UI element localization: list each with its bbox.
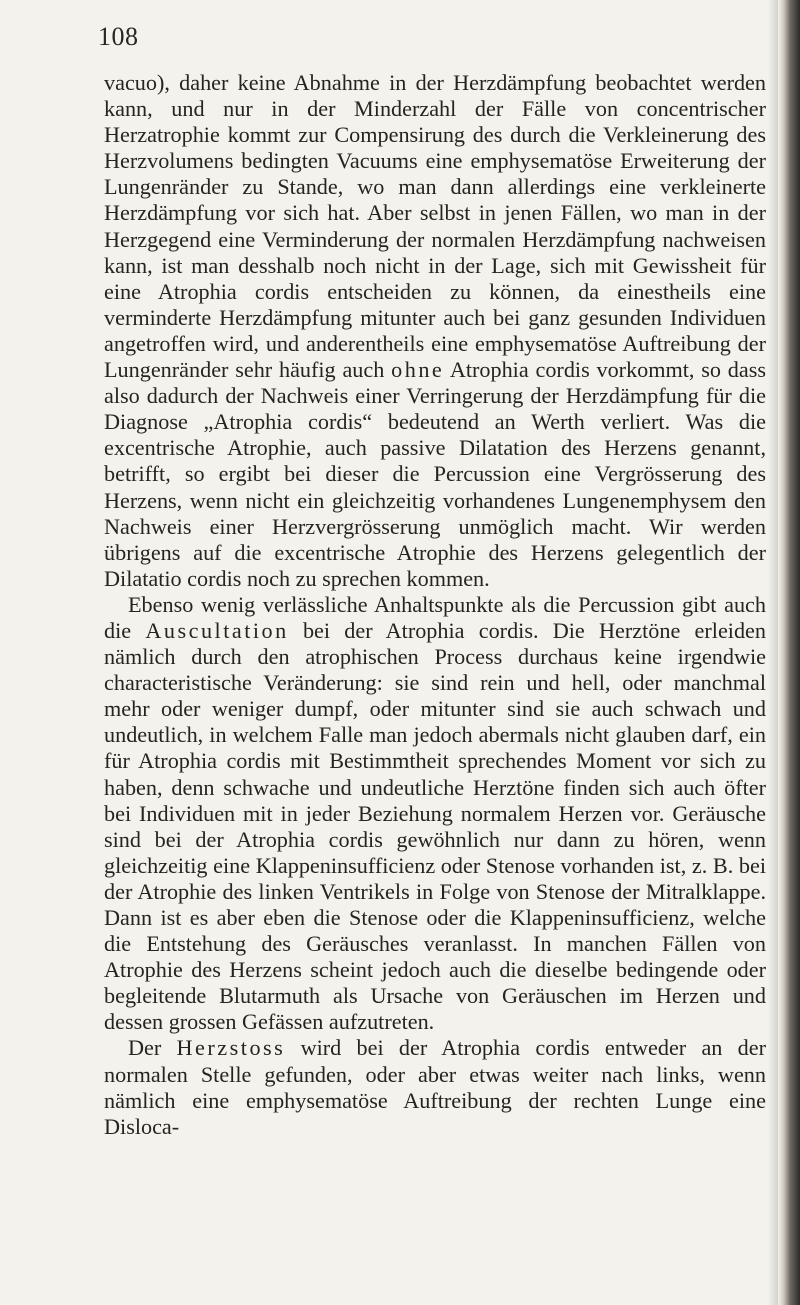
text-run: wird bei der Atrophia cordis entweder an der normalen Stelle gefunden, oder aber etwas weiter nach links, wenn nämlich eine emphysematöse Auftreibung der rechten Lunge eine Disloca- <box>104 1035 766 1139</box>
emphasized-term: Auscultation <box>145 617 289 643</box>
page-number: 108 <box>98 22 139 51</box>
text-run: Der <box>128 1035 177 1061</box>
text-run: vacuo), daher keine Abnahme in der Herzdämpfung beobachtet werden kann, und nur in der Minderzahl der Fälle von concentrischer Herzatrophie kommt zur Compensirung des durch die Verkleinerung des Herzvolumens bedingten Vacuums eine emphysematöse Erweiterung der Lungenränder zu Stande, wo man dann allerdings eine verkleinerte Herzdämpfung vor sich hat. Aber selbst in jenen Fällen, wo man in der Herzgegend eine Verminderung der normalen Herzdämpfung nachweisen kann, ist man desshalb noch nicht in der Lage, sich mit Gewissheit für eine Atrophia cordis entscheiden zu können, da einestheils eine verminderte Herzdämpfung mitunter auch bei ganz gesunden Individuen angetroffen wird, und anderentheils eine emphysematöse Auftreibung der Lungenränder sehr häufig auch <box>104 70 766 383</box>
paragraph <box>104 592 766 1036</box>
text-run: bei der Atrophia cordis. Die Herztöne erleiden nämlich durch den atrophischen Process durchaus keine irgendwie characteristische Veränderung: sie sind rein und hell, oder manchmal mehr oder weniger dumpf, oder mitunter sind sie auch schwach und undeutlich, in welchem Falle man jedoch abermals nicht glauben darf, ein für Atrophia cordis mit Bestimmtheit sprechendes Moment vor sich zu haben, denn schwache und undeutliche Herztöne finden sich auch öfter bei Individuen mit in jeder Beziehung normalem Herzen vor. Geräusche sind bei der Atrophia cordis gewöhnlich nur dann zu hören, wenn gleichzeitig eine Klappeninsufficienz oder Stenose vorhanden ist, z. B. bei der Atrophie des linken Ventrikels in Folge von Stenose der Mitralklappe. Dann ist es aber eben die Stenose oder die Klappeninsufficienz, welche die Entstehung des Geräusches veranlasst. In manchen Fällen von Atrophie des Herzens scheint jedoch auch die dieselbe bedingende oder begleitende Blutarmuth als Ursache von Geräuschen im Herzen und dessen grossen Gefässen aufzutreten. <box>104 617 766 1035</box>
paragraph <box>104 70 766 592</box>
book-spine-shadow <box>778 0 800 1305</box>
text-run: Atrophia cordis vorkommt, so dass also dadurch der Nachweis einer Verringerung der Herzdämpfung für die Diagnose „Atrophia cordis“ bedeutend an Werth verliert. Was die excentrische Atrophie, auch passive Dilatation des Herzens genannt, betrifft, so ergibt bei dieser die Percussion eine Vergrösserung des Herzens, wenn nicht ein gleichzeitig vorhandenes Lungenemphysem den Nachweis einer Herzvergrösserung unmöglich macht. Wir werden übrigens auf die excentrische Atrophie des Herzens gelegentlich der Dilatatio cordis noch zu sprechen kommen. <box>104 357 766 591</box>
text-run: Ebenso wenig verlässliche Anhaltspunkte als die Percussion gibt auch die <box>104 591 766 643</box>
paragraph <box>104 1035 766 1139</box>
page-edge-gradient <box>768 0 778 1305</box>
emphasized-term: ohne <box>391 357 445 383</box>
emphasized-term: Herzstoss <box>176 1035 286 1061</box>
body-text <box>104 70 766 1140</box>
